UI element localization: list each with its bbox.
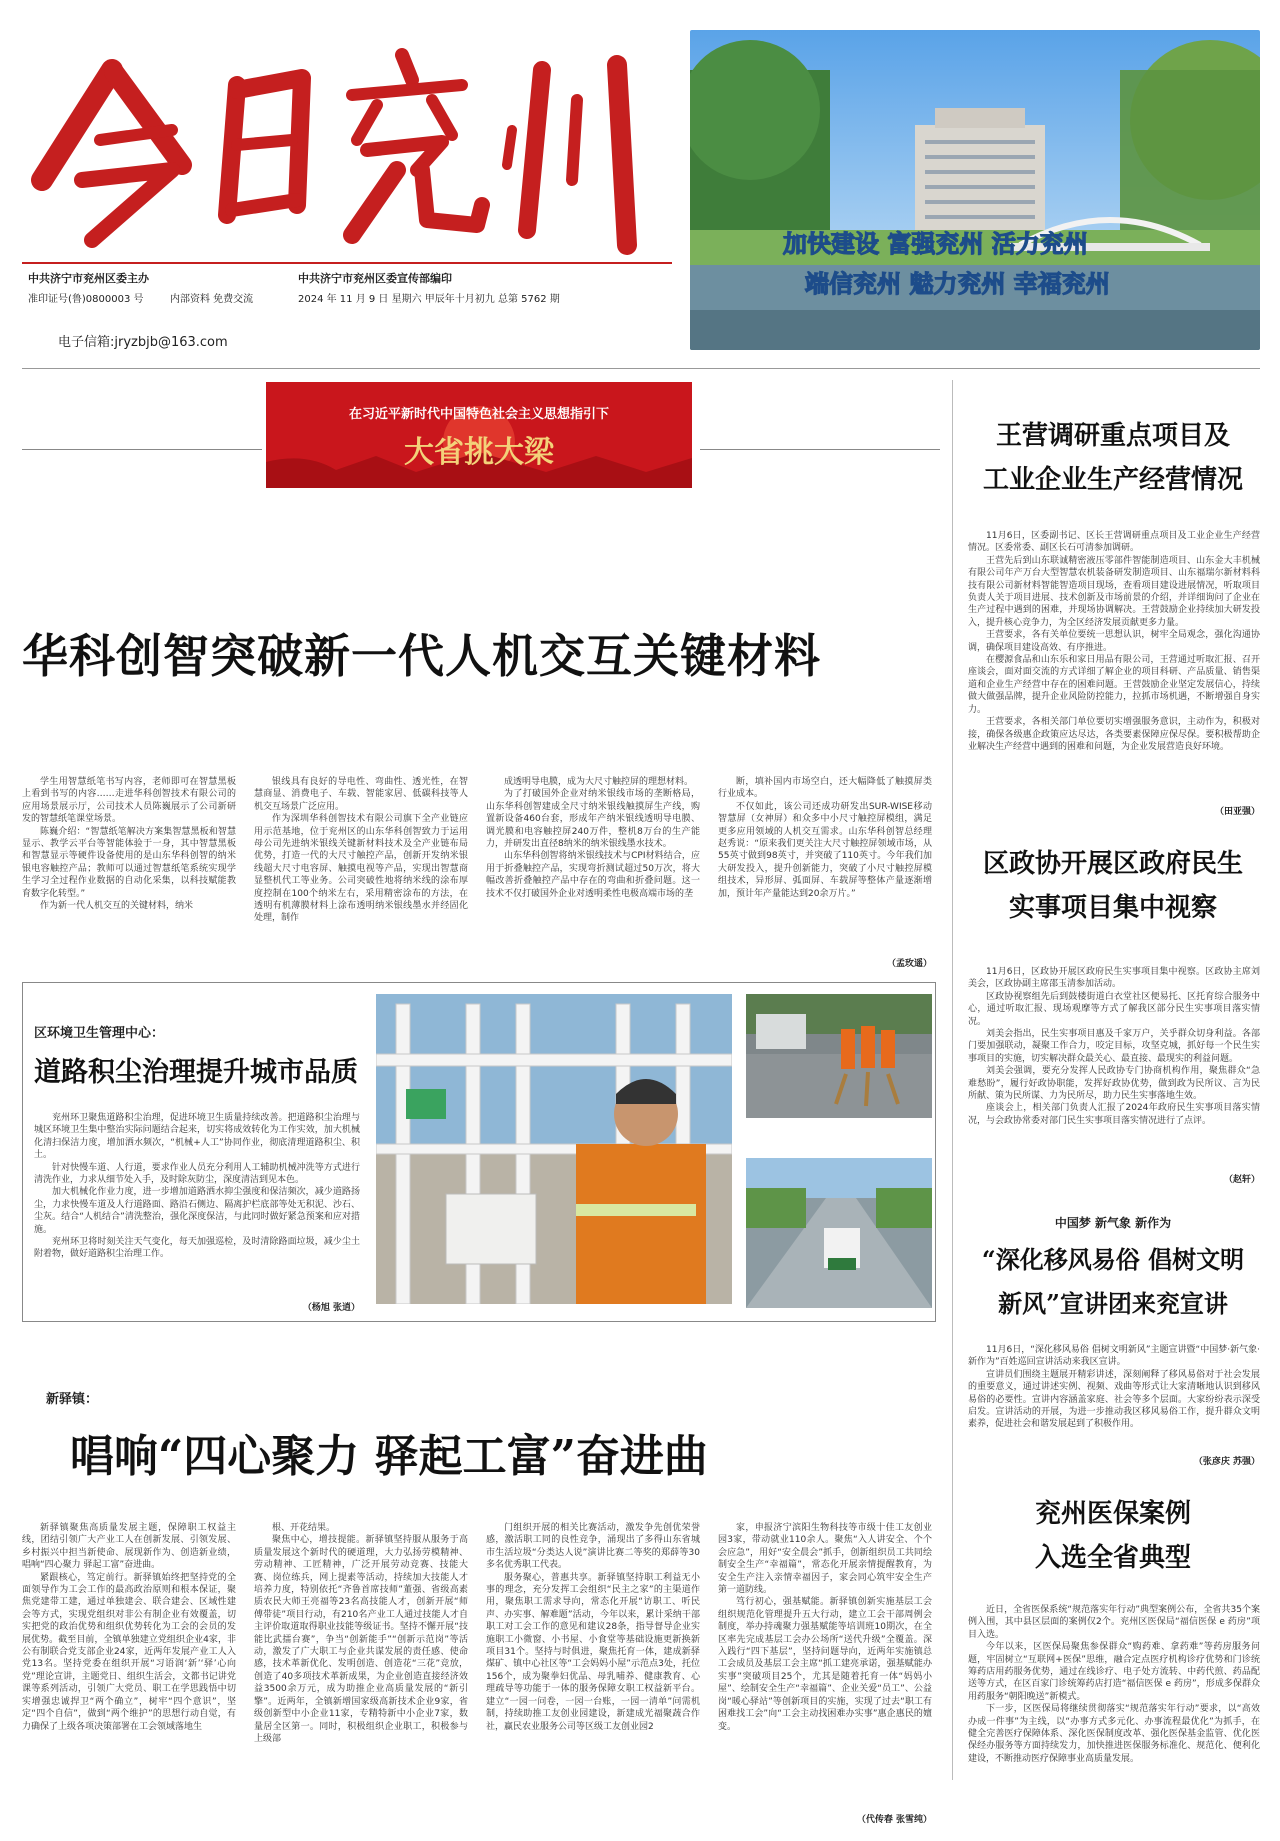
lead-author: （孟玫遥） (886, 959, 932, 969)
sidebar-4-title: 兖州医保案例 入选全省典型 (1034, 1499, 1191, 1573)
masthead (22, 30, 672, 260)
editor-text: 中共济宁市兖州区委宣传部编印 (298, 272, 452, 285)
banner-line2: 大省挑大梁 (404, 435, 554, 470)
sidebar-3-body: 11月6日，“深化移风易俗 倡树文明新风”主题宣讲暨“中国梦·新气象·新作为”百姓巡回宣讲活动来我区宣讲。 宣讲员们围绕主题展开精彩讲述，深刻阐释了移风易俗对于社会发展的重要意义，通过讲述实例、视频、戏曲等形式让大家清晰地认识到移风易俗的必要性。宣讲内容涵盖家庭、社会等多个层面。大家纷纷表示深受启发。宣讲活动的开展，为进一步推动我区移风易俗工作，提升群众文明素养，促进社会和谐发展起到了积极作用。 (968, 1345, 1260, 1430)
top-divider (22, 368, 1260, 369)
lead-col-4-p2: 不仅如此，该公司还成功研发出SUR-WISE移动智慧屏（女神屏）和众多中小尺寸触控屏模组，满足更多应用领域的人机交互需求。山东华科创智总经理赵秀说：“原来我们更关注大尺寸触控屏领域市场，从55英寸做到98英寸，并突破了110英寸。今年我们加大研发投入，提升创新能力，突破了小尺寸触控屏模组技术，异形屏、弧面屏、车载屏等整体产量逐渐增加，预计年产量能达到20余万片。” (718, 801, 932, 899)
lead-col-1-p3: 作为新一代人机交互的关键材料，纳米 (40, 901, 194, 912)
env-photo-truck (746, 1158, 932, 1308)
sidebar-3-author: （张彦庆 苏强） (1193, 1457, 1260, 1467)
email-text: 电子信箱:jryzbjb@163.com (58, 335, 228, 350)
xinyi-col-2-p2: 聚焦中心，增技提能。新驿镇坚持服从服务于高质量发展这个新时代的硬道理，大力弘扬劳模精神、劳动精神、工匠精神，广泛开展劳动竞赛、技能大赛、岗位练兵，网上提素等活动，持续加大技能人才培养力度，特别依托“齐鲁首席技师”董强、省级高素质农民大师王亮福等23名高技能人才，创新开展“师傅带徒”项目行动，有210名产业工人通过技能人才自主评价取道取得职业技能等级证书。坚持不懈开展“技能比武擂台赛”，争当“创新能手”“创新示范岗”等活动，激发了广大职工与企业共谋发展的责任感、使命感，技术革新优化、发明创造、创造花“三花”竞放，创造了40多项技术革新成果，为企业创造直接经济效益3500余万元，成为助推企业高质量发展的“新引擎”。近两年，全镇新增国家级高新技术企业9家，省级创新型中小企业11家，专精特新中小企业7家，数量居全区第一。同时，积极组织企业职工，积极参与上级部 (254, 1535, 468, 1744)
xinyi-col-3-p2: 服务聚心，普惠共享。新驿镇坚持职工利益无小事的理念，充分发挥工会组织“民主之家”的主渠道作用，聚焦职工需求导向，常态化开展“访职工、听民声、办实事、解难题”活动，今年以来，累计采纳干部职工对工会工作的意见和建议28条，指导督导企业实施职工小微窗、小书屋、小食堂等基础设施更新换新项目31个。坚持与时俱进，聚焦托育一体，建成新驿煤矿、镇中心社区等“工会妈妈小屋”示范点3处，托位156个，成为聚拳妇优品、母乳哺养、健康教育、心理疏导等功能于一体的服务保障女职工权益新平台。建立“一园一问卷，一园一台账，一园一清单”问需机制，持续助推工友创业园建设，新建成光福聚蔬合作社，赢民农业服务公司等区级工友创业园2 (486, 1572, 700, 1732)
masthead-rule (22, 262, 672, 264)
lead-col-3 (486, 776, 700, 968)
xinyi-kicker: 新驿镇： (46, 1392, 99, 1407)
xinyi-col-2 (254, 1522, 468, 1822)
xinyi-col-4-p1: 家，申报济宁滨阳生物科技等市级十佳工友创业园3家，带动就业110余人。聚焦“入人讲安全、个个会应急”，用好“安全晨会”抓手，创新组织员工共同绘制安全生产“幸福篇”，常态化开展亲情提醒教育，为安全生产注入亲情幸福因子，家会同心筑牢安全生产第一道防线。 (718, 1523, 932, 1596)
lead-col-3-p2: 为了打破国外企业对纳米银线市场的垄断格局，山东华科创智建成全尺寸纳米银线触摸屏生产线，购置新设备460台套，形成年产纳米银线透明导电膜、调光膜和电容触控屏240万件，整机8万台的生产能力，并研发出直径8纳米的纳米银线墨水技术。 (486, 789, 700, 850)
lead-col-1 (22, 776, 236, 968)
lead-col-2-p1: 银线具有良好的导电性、弯曲性、透光性，在智慧商显、消费电子、车载、智能家居、低碳科技等人机交互场景广泛应用。 (254, 777, 468, 812)
env-photo-main (376, 994, 732, 1304)
xinyi-col-2-p1: 根、开花结果。 (272, 1523, 336, 1533)
sidebar-2-body: 11月6日，区政协开展区政府民生实事项目集中视察。区政协主席刘美会，区政协副主席邵玉清参加活动。 区政协视察组先后到鼓楼街道白衣堂社区便易托、区托育综合服务中心，通过听取汇报、现场观摩等方式了解我区部分民生实事项目落实情况。 刘美会指出，民生实事项目惠及千家万户，关乎群众切身利益。各部门要加强联动，凝聚工作合力，咬定目标，攻坚克城，抓好每一个民生实事项目的实施，切实解决群众最关心、最直接、最现实的利益问题。 刘美会强调，要充分发挥人民政协专门协商机构作用，聚焦群众“急难愁盼”，履行好政协职能，发挥好政协优势，做到政为民所议、言为民所献、策为民所谋、力为民所尽，助力民生实事落地生效。 座谈会上，相关部门负责人汇报了2024年政府民生实事项目落实情况，与会政协常委对部门民生实事项目落实情况进行了点评。 (968, 967, 1260, 1126)
xinyi-col-3 (486, 1522, 700, 1822)
env-photo-sweepers (746, 994, 932, 1118)
sidebar-vertical-rule (952, 380, 953, 1780)
xinyi-col-1-p1: 新驿镇聚焦高质量发展主题，保障职工权益主线，团结引领广大产业工人在创新发展、引领发展、乡村振兴中担当新使命、展现新作为、创造新业绩，唱响“四心聚力 驿起工富”奋进曲。 (22, 1523, 236, 1571)
lead-headline: 华科创智突破新一代人机交互关键材料 (22, 629, 821, 683)
lead-col-3-p1: 成透明导电膜，成为大尺寸触控屏的理想材料。 (504, 777, 694, 787)
lead-col-2 (254, 776, 468, 968)
xinyi-col-1 (22, 1522, 236, 1822)
xinyi-col-1-p2: 紧跟核心，笃定前行。新驿镇始终把坚持党的全面领导作为工会工作的最高政治原则和根本保证，聚焦党建带工建，通过单独建会、联合建会、区域性建会等方式，实现党组织对非公有制企业有效覆盖，切实把党的政治优势和组织优势转化为工会的会员的发展优势。截至目前，全镇单独建立党组织企业4家，非公有制联合党支部企业24家，近两年发展产业工人入党13名。坚持党委在组织开展“习语润‘新’‘驿’心向党”理论宣讲，主题党日、组织生活会，文都书记讲党课等系列活动，引领广大党员、职工在学思践悟中切实增强忠诚捍卫“两个确立”，树牢“四个意识”，坚定“四个自信”，做到“两个维护”的思想行动自觉，有力确保了上级各项决策部署在工会领域落地生 (22, 1572, 236, 1732)
env-p1: 兖州环卫聚焦道路积尘治理，促进环境卫生质量持续改善。把道路积尘治理与城区环境卫生集中整治实际问题结合起来，切实将成效转化为工作实效，加大机械化清扫保洁力度，增加洒水频次，“机械+人工”协同作业，彻底清理道路积尘、积土。 (34, 1113, 360, 1161)
env-p3: 加大机械化作业力度，进一步增加道路洒水抑尘强度和保洁频次，减少道路扬尘，力求快慢车道及人行道路面、路沿石侧边、隔离护栏底部等处无积泥、沙石、尘灰。结合“人机结合”清洗整治，强化深度保洁，与此同时做好紧急预案和应对措施。 (34, 1187, 360, 1235)
cover-slogan-1: 加快建设 富强兖州 活力兖州 (783, 229, 1088, 258)
sidebar-1-body: 11月6日，区委副书记、区长王营调研重点项目及工业企业生产经营情况。区委常委、副区长石可清参加调研。 王营先后到山东联诚精密液压零部件智能制造项目、山东金大丰机械有限公司年产万台大型智慧农机装备研发制造项目、山东福瑞尔新材料科技有限公司新材料智能智造项目现场，查看项目建设进展情况，听取项目负责人关于项目进展、技术创新及市场前景的介绍，并详细询问了企业在生产过程中遇到的困难，并现场协调解决。王营鼓励企业持续加大研发投入，提升核心竞争力，为全区经济发展贡献更多力量。 王营要求，各有关单位要统一思想认识，树牢全局观念，强化沟通协调，确保项目建设高效、有序推进。 在樱源食品和山东乐和家日用品有限公司，王营通过听取汇报、召开座谈会，面对面交流的方式详细了解企业的项目科研、产品质量、销售渠道和企业生产经营中存在的困难问题。王营鼓励企业坚定发展信心，持续做大做强品牌，提升企业风险防控能力，拉抓市场机遇，不断增强自身实力。 王营要求，各相关部门单位要切实增强服务意识，主动作为，积极对接，确保各级惠企政策应达尽达，各类要素保障应保尽保。要积极帮助企业解决生产经营中遇到的困难和问题，为企业发展营造良好环境。 (968, 531, 1260, 752)
banner-slogan (266, 382, 692, 488)
lead-col-3-p3: 山东华科创智将纳米银线技术与CPI材料结合，应用于折叠触控产品，实现弯折测试超过50万次，将大幅改善折叠触控产品中存在的弯曲和折叠问题。这一技术不仅打破国外企业对透明柔性电极高端市场的垄 (486, 851, 700, 899)
banner-right-rule (700, 449, 940, 450)
sidebar-4-body: 近日，全省医保系统“规范落实年行动”典型案例公布，全省共35个案例入围，其中县区层面的案例仅2个。兖州区医保局“福信医保 e 药房”项目入选。 今年以来，区医保局聚焦参保群众“购药难、拿药难”等药房服务问题，牢固树立“互联网+医保”思维，融合定点医疗机构诊疗优势和门诊统筹药店用药服务优势，通过在线诊疗、电子处方流转、中药代煎、药品配送等方式，在区百家门诊统筹药店打造“福信医保 e 药房”，形成多保群众用药服务“朝阳晚送”新模式。 下一步，区医保局将继续贯彻落实“规范落实年行动”要求，以“高效办成一件事”为主线，以“办事方式多元化、办事流程最优化”为抓手，在健全完善医疗保障体系、深化医保制度改革、强化医保基金监管、优化医保经办服务等方面持续发力，加快推进医保服务标准化、规范化、便利化建设，不断推动医疗保障事业高质量发展。 (968, 1605, 1260, 1764)
issue-date: 2024 年 11 月 9 日 星期六 甲辰年十月初九 总第 5762 期 (298, 294, 560, 305)
env-kicker: 区环境卫生管理中心： (34, 1026, 165, 1041)
xinyi-col-4-p2: 笃行初心，强基赋能。新驿镇创新实施基层工会组织规范化管理提升五大行动，建立工会干部周例会制度，举办持魂聚力强基赋能等培训班10期次，在全区率先完成基层工会办公场所“送代升级”全覆盖。深入践行“四下基层”，坚持问题导向，近两年实施镇总工会成员及基层工会主席“抓工建亮承诺，强基赋能办实事”突破项目25个，尤其是随着托育一体“妈妈小屋”、绘制安全生产“幸福篇”、企业关爱“员工”、公益岗“暖心驿站”等创新项目的实施，实现了过去“职工有困难找工会”向“工会主动找困难办实事”惠企惠民的嬗变。 (718, 1597, 932, 1732)
sidebar-2-title: 区政协开展区政府民生 实事项目集中视察 (982, 849, 1243, 923)
sidebar-3-kicker: 中国梦 新气象 新作为 (1054, 1216, 1172, 1230)
xinyi-headline: 唱响“四心聚力 驿起工富”奋进曲 (70, 1431, 708, 1482)
sidebar-1-author: （田亚强） (1214, 807, 1260, 817)
env-p4: 兖州环卫将时刻关注天气变化，每天加强巡检，及时清除路面垃圾，减少尘土附着物，做好道路积尘治理工作。 (34, 1237, 360, 1260)
xinyi-col-4 (718, 1522, 932, 1808)
lead-col-1-p2: 陈巍介绍：“智慧纸笔解决方案集智慧黑板和智慧显示、教学云平台等智能体验于一身，其中智慧黑板和智慧显示等硬件设备使用的是山东华科创智的纳米银电容触控产品；教师可以通过智慧纸笔系统实现学生学习全过程作业数据的自动化采集，以科技赋能教育数字化转型。” (22, 826, 236, 899)
xinyi-col-3-p1: 门组织开展的相关比赛活动，激发争先创优荣誉感，激活职工同的良性竞争，涌现出了多得山东省城市生活垃圾“分类达人说”演讲比赛二等奖的郑薛等30多名优秀职工代表。 (486, 1523, 700, 1571)
env-headline: 道路积尘治理提升城市品质 (34, 1057, 358, 1088)
internal-text: 内部资料 免费交流 (170, 294, 254, 305)
env-author: （杨旭 张逍） (302, 1303, 360, 1313)
lead-col-4-p1: 断，填补国内市场空白，还大幅降低了触摸屏类行业成本。 (718, 777, 932, 800)
sidebar-3-title: “深化移风易俗 倡树文明 新风”宣讲团来兖宣讲 (981, 1245, 1245, 1318)
banner-left-rule (22, 449, 262, 450)
sidebar-2-author: （赵轩） (1223, 1175, 1260, 1185)
env-p2: 针对快慢车道、人行道，要求作业人员充分利用人工辅助机械冲洗等方式进行清洗作业，力求从细节处入手，及时除灰防尘，深度清洁到见本色。 (34, 1162, 360, 1186)
lead-col-1-p1: 学生用智慧纸笔书写内容，老师即可在智慧黑板上看到书写的内容……走进华科创智技术有限公司的应用场景展示厅，公司技术人员陈巍展示了公司新研发的智慧纸笔课堂场景。 (22, 777, 236, 825)
sponsor-text: 中共济宁市兖州区委主办 (28, 272, 149, 285)
lead-col-2-p2: 作为深圳华科创智技术有限公司旗下全产业链应用示范基地，位于兖州区的山东华科创智致力于运用母公司先进纳米银线关键新材料技术及全产业链布局优势，打造一代的大尺寸触控产品，创新开发纳米银线超大尺寸电容屏、触摸电视等产品，实现出智慧商显整机代工等业务。公司突破性地将纳米线的涂布厚度控制在100个纳米左右，采用精密涂布的方法，在透明有机薄膜材料上涂布透明纳米银线墨水并经固化处理，制作 (254, 814, 468, 924)
xinyi-author: （代传春 张雪纯） (856, 1815, 932, 1825)
env-body (34, 1112, 360, 1300)
lead-col-4 (718, 776, 932, 956)
cover-photo (690, 30, 1260, 350)
masthead-calligraphy-logo (22, 30, 672, 260)
sidebar-1-title: 王营调研重点项目及 工业企业生产经营情况 (982, 421, 1243, 495)
cover-slogan-2: 端信兖州 魅力兖州 幸福兖州 (805, 269, 1110, 298)
permit-text: 准印证号(鲁)0800003 号 (28, 294, 144, 305)
banner-line1: 在习近平新时代中国特色社会主义思想指引下 (348, 407, 610, 422)
